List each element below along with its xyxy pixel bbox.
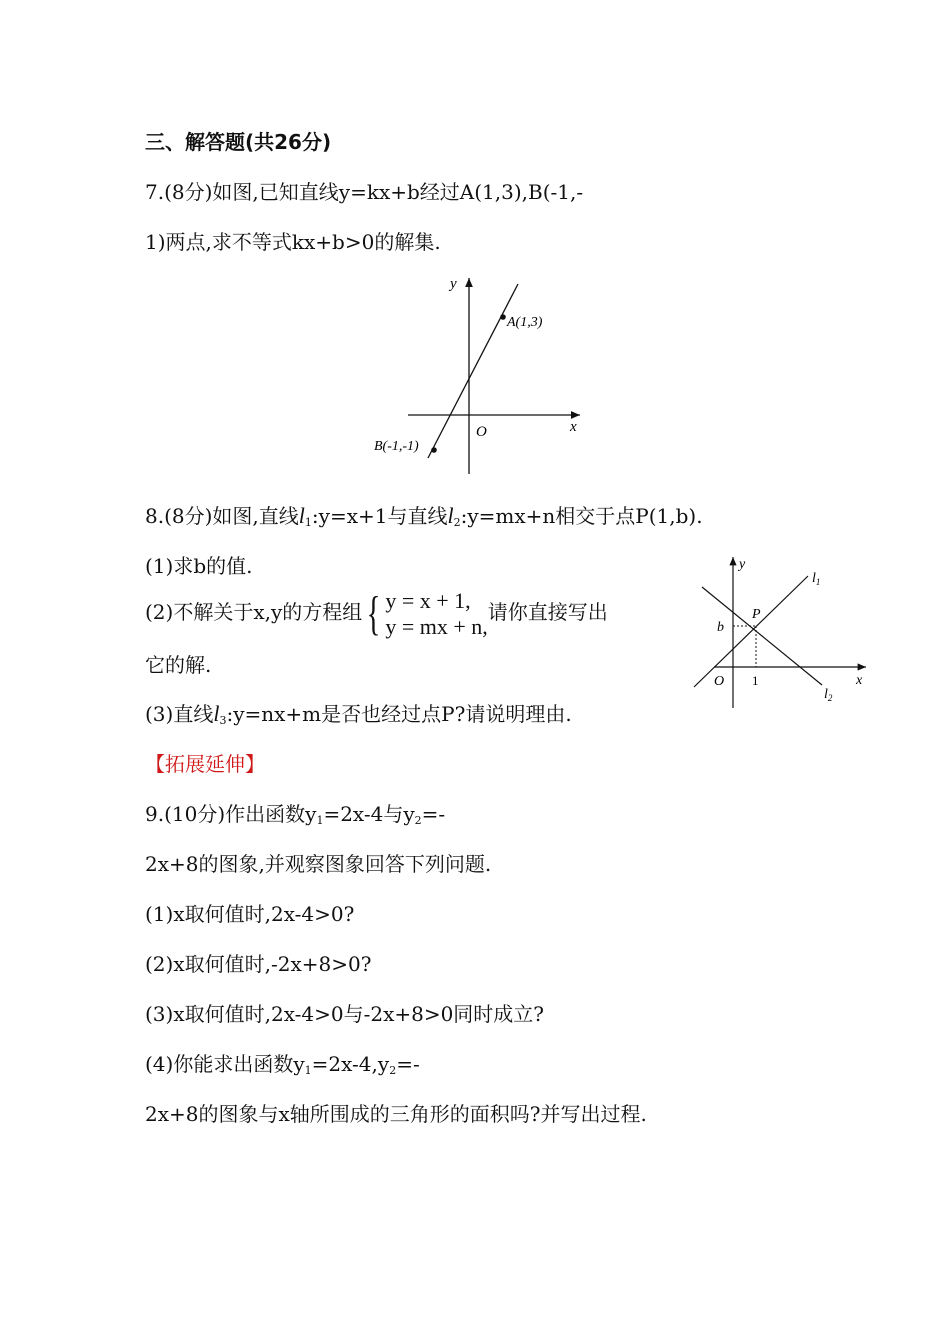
q9-part-4: (4)你能求出函数$y_1=2x-4,y_2=-$ xyxy=(145,1052,420,1077)
q7-b-label: B(-1,-1) xyxy=(374,439,419,454)
q7-a-label: A(1,3) xyxy=(507,315,543,330)
equation-system: { y = x + 1, y = mx + n, xyxy=(366,587,488,641)
section-title: 三、解答题(共26分) xyxy=(145,130,332,154)
q8-l1-label: $l_1$ xyxy=(812,571,821,587)
q8-line-l2 xyxy=(702,587,822,685)
q8-origin-label: O xyxy=(714,674,725,689)
q7-line-1: 7.(8分)如图,已知直线y=kx+b经过A(1,3),B(-1,- xyxy=(145,180,584,204)
q7-line-ab xyxy=(428,284,518,458)
q9-part-4-line-2: 2x+8的图象与x轴所围成的三角形的面积吗?并写出过程. xyxy=(145,1102,647,1126)
q8-part-3: (3)直线$l_3:y=nx+m$是否也经过点P?请说明理由. xyxy=(145,701,572,727)
q7-origin-label: O xyxy=(476,424,487,440)
q8-l2-label: $l_2$ xyxy=(824,687,833,703)
q8-y-label: y xyxy=(739,557,746,572)
q7-figure xyxy=(360,268,600,480)
q8-part-1: (1)求b的值. xyxy=(145,554,253,578)
q8-b-label: b xyxy=(717,620,724,635)
q8-x-label: x xyxy=(856,673,863,688)
extension-heading: 【拓展延伸】 xyxy=(145,752,265,776)
q8-line-1: 8.(8分)如图,直线$l_1:y=x+1$与直线$l_2:y=mx+n$相交于点P(1,b). xyxy=(145,503,703,529)
q8-part-2-line-2: 它的解. xyxy=(145,653,212,677)
q7-y-label: y xyxy=(450,276,457,292)
q9-part-3: (3)x取何值时,2x-4>0与-2x+8>0同时成立? xyxy=(145,1002,545,1026)
q8-figure xyxy=(688,552,878,712)
q9-line-1: 9.(10分)作出函数$y_1=2x-4$与$y_2=-$ xyxy=(145,802,446,827)
q9-line-2: 2x+8的图象,并观察图象回答下列问题. xyxy=(145,852,492,876)
q7-line-2: 1)两点,求不等式kx+b>0的解集. xyxy=(145,230,441,254)
q8-part-2: (2)不解关于x,y的方程组{ y = x + 1, y = mx + n, 请你直接写出 xyxy=(145,587,608,641)
q8-p-label: P xyxy=(752,607,761,622)
q7-x-label: x xyxy=(570,419,577,435)
q8-one-label: 1 xyxy=(752,673,759,688)
q9-part-2: (2)x取何值时,-2x+8>0? xyxy=(145,952,372,976)
q9-part-1: (1)x取何值时,2x-4>0? xyxy=(145,902,355,926)
q8-line-l1 xyxy=(694,576,808,687)
q7-point-b xyxy=(431,447,437,453)
q7-point-a xyxy=(500,314,506,320)
